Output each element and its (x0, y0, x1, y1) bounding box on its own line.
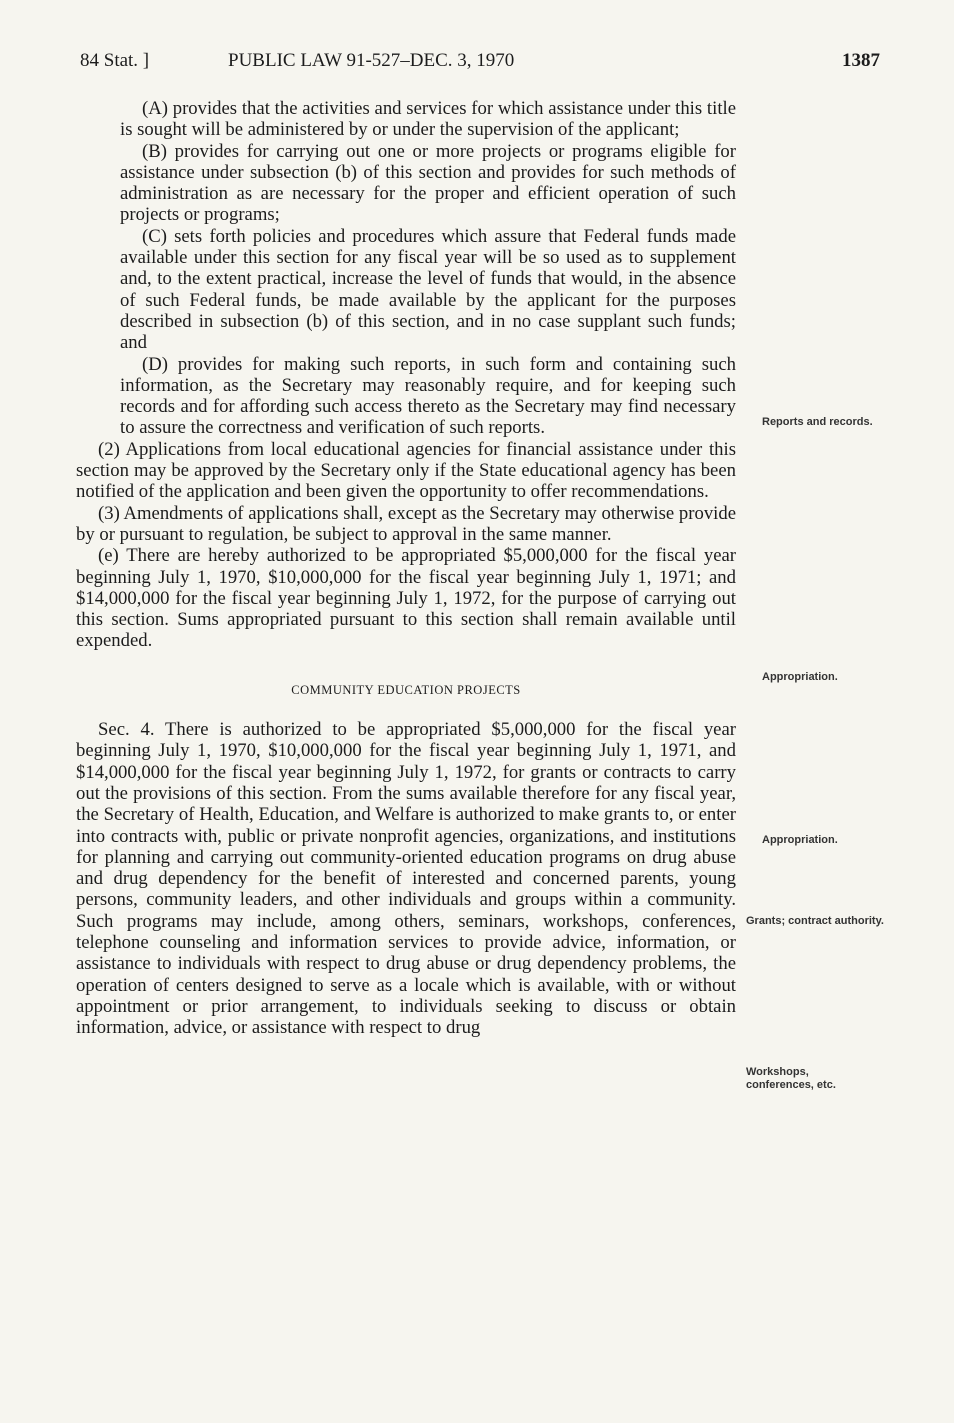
section-heading: COMMUNITY EDUCATION PROJECTS (291, 682, 521, 697)
subsection-e: (e) There are hereby authorized to be appropriated $5,000,000 for the fiscal year beginning July 1, 1970, $10,000,000 for the fiscal year beginning July 1, 1971; and $14,000,000 for the fiscal year beginning July 1, 1972, for the purpose of carrying out this section. Sums appropriated pursuant to this section shall remain available until expended. (76, 545, 736, 652)
statute-reference: 84 Stat. ] (80, 50, 150, 71)
margin-note-appropriation-sec4: Appropriation. (762, 834, 838, 846)
paragraph-3: (3) Amendments of applications shall, except as the Secretary may otherwise provide by or pursuant to regulation, be subject to approval in the same manner. (76, 502, 736, 545)
page-title: PUBLIC LAW 91-527–DEC. 3, 1970 (228, 50, 515, 71)
margin-note-appropriation: Appropriation. (762, 671, 838, 683)
paragraph-2: (2) Applications from local educational agencies for financial assistance under this section may be approved by the Secretary only if the State educational agency has been notified of the application and been given the opportunity to offer recommendations. (76, 438, 736, 503)
clause-c: (C) sets forth policies and procedures which assure that Federal funds made available under this section for any fiscal year will be so used as to supplement and, to the extent practical, increase the level of funds that would, in the absence of such Federal funds, be made available by the applicant for the purposes described in subsection (b) of this section, and in no case supplant such funds; and (120, 225, 736, 354)
margin-note-workshops: Workshops, conferences, etc. (746, 1066, 836, 1091)
clause-d: (D) provides for making such reports, in such form and containing such information, as the Secretary may reasonably require, and for keeping such records and for affording such access thereto as the Secretary may find necessary to assure the correctness and verification of such reports. (120, 353, 736, 439)
section-4: Sec. 4. There is authorized to be appropriated $5,000,000 for the fiscal year beginning July 1, 1970, $10,000,000 for the fiscal year beginning July 1, 1971, and $14,000,000 for the fiscal year beginning July 1, 1972, for grants or contracts to carry out the provisions of this section. From the sums available therefore for any fiscal year, the Secretary of Health, Education, and Welfare is authorized to make grants to, or enter into contracts with, public or private nonprofit agencies, organizations, and institutions for planning and carrying out community-oriented education programs on drug abuse and drug dependency for the benefit of interested and concerned parents, young persons, community leaders, and other individuals and groups within a community. Such programs may include, among others, seminars, workshops, conferences, telephone counseling and information services to provide advice, information, or assistance to individuals with respect to drug abuse or drug dependency problems, the operation of centers designed to serve as a locale which is available, with or without appointment or prior arrangement, to individuals seeking to discuss or obtain information, advice, or assistance with respect to drug (76, 719, 736, 1039)
main-text (76, 98, 736, 1038)
clause-a: (A) provides that the activities and services for which assistance under this title is sought will be administered by or under the supervision of the applicant; (120, 98, 736, 141)
running-header (80, 50, 880, 80)
margin-note-grants: Grants; contract authority. (746, 915, 884, 927)
clause-b: (B) provides for carrying out one or more projects or programs eligible for assistance under subsection (b) of this section and provides for such methods of administration as are necessary for the proper and efficient operation of such projects or programs; (120, 140, 736, 226)
page-number: 1387 (842, 50, 880, 71)
margin-note-reports: Reports and records. (762, 416, 873, 428)
